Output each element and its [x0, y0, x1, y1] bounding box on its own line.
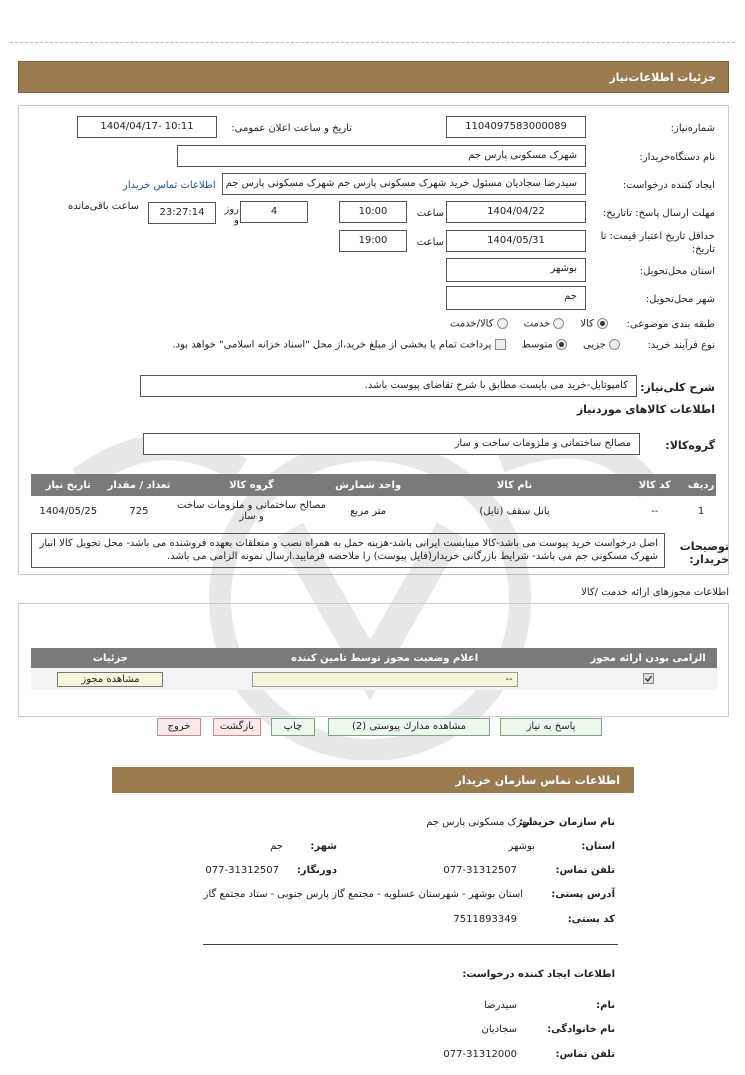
permit-required-cell [579, 668, 717, 690]
goods-cell-name: پانل سقف (تایل) [479, 505, 550, 517]
deadline-label: مهلت ارسال پاسخ: تاتاریخ: [602, 208, 715, 219]
contact-title: اطلاعات تماس سازمان خریدار [455, 774, 620, 787]
buyer-notes-field: اصل درخواست خرید پیوست می باشد-کالا میبایست ایرانی باشد-هزینه حمل به همراه نصب و متعلقات بعهده فروشنده می باشد- محل تحویل کالا انبار شهرک مسکونی جم می باشد- شرایط بازرگانی خریدار(فایل پیوست) را ملاحضه فرمایید.ارسال نمونه الزامی می باشد. [31, 533, 665, 568]
announce-label: تاریخ و ساعت اعلان عمومی: [231, 123, 352, 134]
group-field: مصالح ساختمانی و ملزومات ساخت و ساز [143, 433, 640, 455]
goods-cell-row-num: 1 [697, 505, 705, 517]
contact-divider [203, 944, 618, 945]
deadline-date-field: 1404/04/22 [446, 201, 586, 223]
category-radio-both[interactable] [497, 318, 508, 329]
permit-status-field[interactable]: -- [252, 672, 518, 687]
city-field: جم [446, 286, 586, 310]
goods-cell-date: 1404/05/25 [39, 505, 98, 517]
table-row [31, 668, 717, 690]
announce-field: 1404/04/17- 10:11 [77, 116, 217, 138]
reply-button[interactable]: پاسخ به نیاز [500, 718, 602, 736]
top-divider [10, 42, 735, 43]
goods-header-date: تاریخ نیاز [31, 474, 106, 496]
summary-field: کامپوتابل-خرید می بایست مطابق با شرح تقاضای پیوست باشد. [140, 375, 637, 397]
contact-address-label: آدرس پستی: [551, 889, 615, 900]
days-label: روز و [224, 204, 239, 226]
creator-phone: 077-31312000 [443, 1049, 517, 1060]
remaining-time-field: 23:27:14 [148, 202, 216, 224]
goods-header-code: کد کالا [623, 474, 686, 496]
category-radio-goods[interactable] [597, 318, 608, 329]
creator-info-title: اطلاعات ایجاد کننده درخواست: [462, 969, 615, 980]
days-field: 4 [240, 201, 308, 223]
buyer-org-label: نام دستگاه‌خریدار: [639, 152, 715, 163]
validity-date-field: 1404/05/31 [446, 230, 586, 252]
creator-label: ایجاد کننده درخواست: [622, 180, 715, 191]
category-option-both: کالا/خدمت [450, 318, 494, 330]
goods-cell-code: -- [651, 505, 659, 517]
buyer-contact-link[interactable]: اطلاعات تماس خریدار [123, 180, 216, 191]
province-field: بوشهر [446, 258, 586, 282]
contact-city: جم [270, 841, 283, 852]
check-icon [644, 674, 653, 683]
table-row [31, 496, 716, 526]
remaining-label: ساعت باقی‌مانده [68, 201, 140, 212]
payment-note: پرداخت تمام یا بخشی از مبلغ خرید،از محل "اسناد خزانه اسلامی" خواهد بود. [172, 339, 492, 351]
goods-header-unit: واحد شمارش [331, 474, 406, 496]
category-option-goods: کالا [580, 318, 594, 330]
page-title: جزئیات اطلاعات‌نیاز [609, 71, 716, 84]
city-label: شهر محل‌تحویل: [645, 294, 715, 305]
buyer-org-field: شهرک مسکونی پارس جم [177, 145, 586, 167]
treasury-checkbox[interactable] [495, 339, 506, 350]
validity-time-label: ساعت [416, 237, 444, 248]
creator-phone-label: تلفن تماس: [555, 1049, 615, 1060]
attachments-button[interactable]: مشاهده مدارك پیوستی (2) [328, 718, 490, 736]
permits-header-details: جزئیات [31, 648, 190, 668]
creator-name: سیدرضا [483, 1000, 517, 1011]
contact-fax: 077-31312507 [205, 865, 279, 876]
summary-label: شرح کلی‌نیاز: [640, 381, 715, 394]
contact-org-label: نام سازمان خریدار: [519, 817, 615, 828]
permits-header-status: اعلام وضعیت مجوز توسط تامین کننده [190, 648, 579, 668]
process-radio-minor[interactable] [609, 339, 620, 350]
deadline-time-label: ساعت [416, 208, 444, 219]
creator-family: سجادیان [481, 1024, 517, 1035]
process-option-medium: متوسط [521, 339, 553, 351]
group-label: گروه‌کالا: [665, 439, 715, 452]
buyer-notes-label: توضیحات خریدار: [679, 540, 729, 566]
goods-header-qty: تعداد / مقدار [106, 474, 173, 496]
print-button[interactable]: چاپ [271, 718, 315, 736]
goods-header-name: نام کالا [406, 474, 624, 496]
need-number-field: 1104097583000089 [446, 116, 586, 138]
creator-family-label: نام خانوادگی: [547, 1024, 615, 1035]
permits-title: اطلاعات مجوزهای ارائه خدمت /کالا [581, 587, 729, 598]
contact-title-bar [112, 767, 634, 793]
exit-button[interactable]: خروج [157, 718, 201, 736]
process-option-minor: جزیی [582, 339, 606, 351]
contact-fax-label: دورنگار: [296, 865, 337, 876]
category-radio-service[interactable] [553, 318, 564, 329]
permit-status-cell [190, 668, 579, 690]
contact-address: استان بوشهر - شهرستان عسلویه - مجتمع گاز پارس جنوبی - ستاد مجتمع گاز [203, 889, 523, 900]
permit-required-checkbox [643, 673, 654, 684]
contact-postal: 7511893349 [453, 914, 517, 925]
contact-city-label: شهر: [310, 841, 337, 852]
creator-field: سیدرضا سجادیان مسئول خرید شهرک مسکونی پارس جم شهرک مسکونی پارس جم [222, 173, 586, 195]
contact-phone: 077-31312507 [443, 865, 517, 876]
category-label: طبقه بندی موضوعی: [626, 319, 715, 330]
category-radio-group [450, 318, 608, 330]
validity-label: حداقل تاریخ اعتبار قیمت: تا تاریخ: [600, 231, 715, 255]
province-label: استان محل‌تحویل: [639, 266, 715, 277]
contact-phone-label: تلفن تماس: [555, 865, 615, 876]
view-permit-button[interactable]: مشاهده مجوز [57, 672, 163, 687]
goods-info-title: اطلاعات کالاهای موردنیاز [576, 403, 715, 416]
category-option-service: خدمت [523, 318, 551, 330]
contact-province: بوشهر [508, 841, 535, 852]
page-title-bar [18, 61, 729, 93]
goods-cell-qty: 725 [129, 505, 149, 517]
goods-header-row-num: ردیف [686, 474, 716, 496]
need-number-label: شماره‌نیاز: [670, 123, 715, 134]
goods-cell-unit: متر مربع [350, 505, 387, 517]
permits-table [31, 648, 717, 690]
permits-header-required: الزامی بودن ارائه مجوز [579, 648, 717, 668]
back-button[interactable]: بازگشت [213, 718, 261, 736]
process-label: نوع فرآیند خرید: [647, 340, 715, 351]
deadline-time-field: 10:00 [339, 201, 407, 223]
validity-time-field: 19:00 [339, 230, 407, 252]
permit-details-cell [31, 668, 190, 690]
process-radio-medium[interactable] [556, 339, 567, 350]
goods-table [31, 474, 716, 526]
goods-cell-group: مصالح ساختمانی و ملزومات ساخت و ساز [177, 500, 326, 522]
process-radio-group [172, 339, 620, 351]
creator-name-label: نام: [596, 1000, 615, 1011]
contact-province-label: استان: [581, 841, 615, 852]
contact-postal-label: کد پستی: [567, 914, 615, 925]
goods-header-group: گروه کالا [172, 474, 330, 496]
contact-org: شهرک مسکونی پارس جم [426, 817, 535, 828]
